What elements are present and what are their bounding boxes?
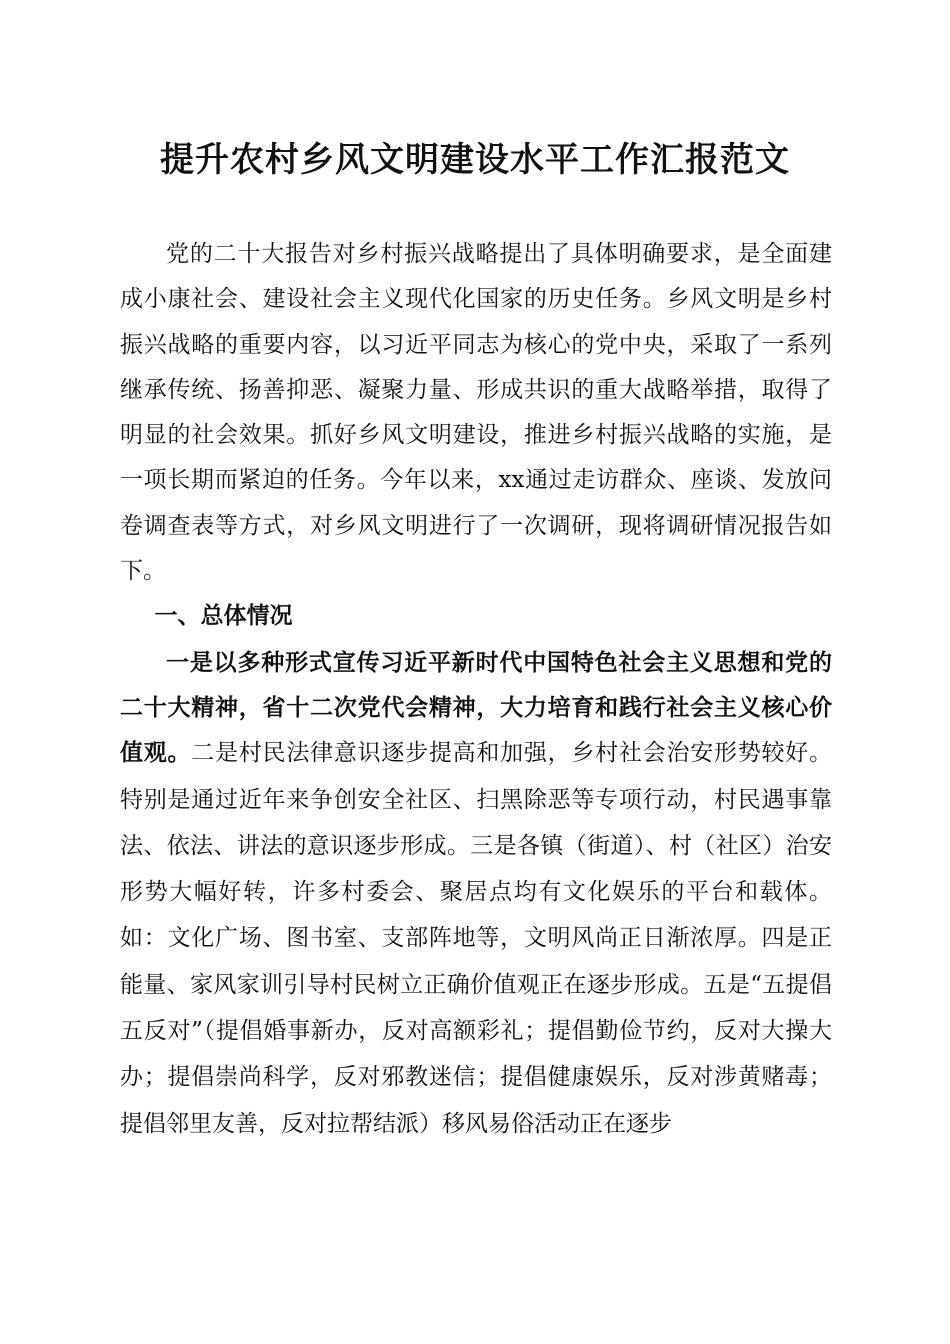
section-bold-text: 一是以多种形式宣传习近平新时代中国特色社会主义思想和党的二十大精神，省十二次党代会精神，大力培育和践行社会主义核心价值观。 [120, 648, 832, 767]
section-plain-text: 二是村民法律意识逐步提高和加强，乡村社会治安形势较好。特别是通过近年来争创安全社区、扫黑除恶等专项行动，村民遇事靠法、依法、讲法的意识逐步形成。三是各镇（街道）、村（社区）治安形势大幅好转，许多村委会、聚居点均有文化娱乐的平台和载体。如：文化广场、图书室、支部阵地等，文明风尚正日渐浓厚。四是正能量、家风家训引导村民树立正确价值观正在逐步形成。五是“五提倡五反对”（提倡婚事新办，反对高额彩礼；提倡勤俭节约，反对大操大办；提倡崇尚科学，反对邪教迷信；提倡健康娱乐，反对涉黄赌毒；提倡邻里友善，反对拉帮结派）移风易俗活动正在逐步 [120, 740, 833, 1137]
intro-paragraph: 党的二十大报告对乡村振兴战略提出了具体明确要求，是全面建成小康社会、建设社会主义现代化国家的历史任务。乡风文明是乡村振兴战略的重要内容，以习近平同志为核心的党中央，采取了一系列继承传统、扬善抑恶、凝聚力量、形成共识的重大战略举措，取得了明显的社会效果。抓好乡风文明建设，推进乡村振兴战略的实施，是一项长期而紧迫的任务。今年以来，xx通过走访群众、座谈、发放问卷调查表等方式，对乡风文明进行了一次调研，现将调研情况报告如下。 [120, 241, 832, 585]
section-heading: 一、总体情况 [154, 603, 293, 630]
document-title: 提升农村乡风文明建设水平工作汇报范文 [160, 140, 790, 180]
document-body [120, 232, 832, 1147]
section-paragraph [120, 640, 832, 1147]
